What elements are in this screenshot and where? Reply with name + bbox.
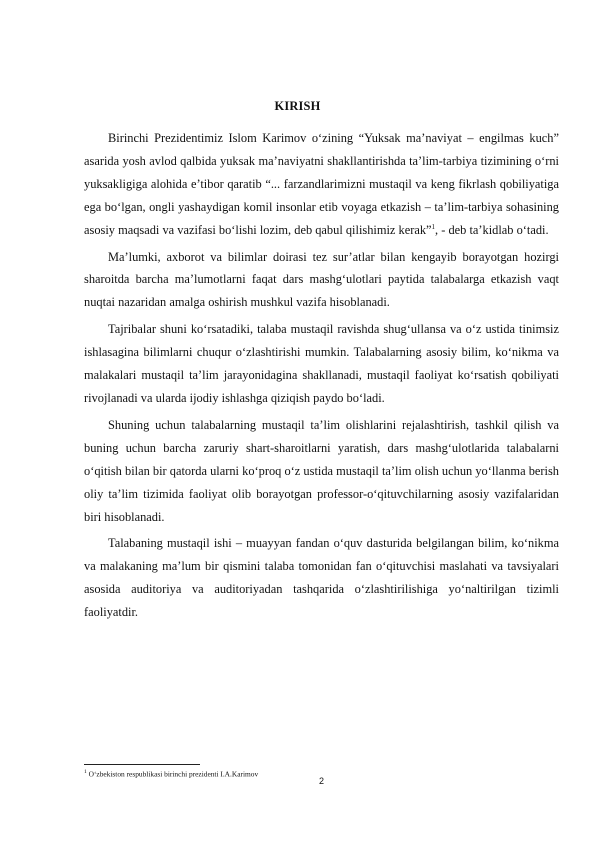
paragraph-5: Talabaning mustaqil ishi – muayyan fandan o‘quv dasturida belgilangan bilim, ko‘nikma va malakaning ma’lum bir qismini talaba tomonidan fan o‘qituvchisi maslahati va tavsiyalari asosida auditoriya va auditoriyadan tashqarida o‘zlashtirilishiga yo‘naltirilgan tizimli faoliyatdir.	[84, 536, 559, 620]
body-text	[84, 127, 559, 628]
footnote-text: O‘zbekiston respublikasi birinchi prezidenti I.A.Karimov	[88, 769, 259, 779]
paragraph-4: Shuning uchun talabalarning mustaqil ta’lim olishlarini rejalashtirish, tashkil qilish va buning uchun barcha zaruriy shart-sharoitlarni yaratish, dars mashg‘ulotlarida talabalarni o‘qitish bilan bir qatorda ularni ko‘proq o‘z ustida mustaqil ta’lim olish uchun yo‘llanma berish oliy ta’lim tizimida faoliyat olib borayotgan professor-o‘qituvchilarning asosiy vazifalaridan biri hisoblanadi.	[84, 417, 559, 524]
paragraph-3: Tajribalar shuni ko‘rsatadiki, talaba mustaqil ravishda shug‘ullansa va o‘z ustida tinimsiz ishlasagina bilimlarni chuqur o‘zlashtirishi mumkin. Talabalarning asosiy bilim, ko‘nikma va malakalari mustaqil ta’lim jarayonidagina shakllanadi, mustaqil faoliyat ko‘rsatish qobiliyati rivojlanadi va ularda ijodiy ishlashga qiziqish paydo bo‘ladi.	[84, 322, 559, 405]
footnote-number: 1	[84, 769, 87, 775]
footnote-reference[interactable]: 1	[431, 222, 436, 231]
page-title: KIRISH	[274, 99, 321, 113]
page-number: 2	[318, 776, 324, 786]
paragraph-1	[84, 127, 559, 242]
paragraph-1-tail: , - deb ta’kidlab o‘tadi.	[435, 222, 549, 237]
paragraph-1-text: Birinchi Prezidentimiz Islom Karimov o‘zining “Yuksak ma’naviyat – engilmas kuch” asarida yosh avlod qalbida yuksak ma’naviyatni shakllantirishda ta’lim-tarbiya tizimining o‘rni yuksakligiga alohida e’tibor qaratib “... farzandlarimizni mustaqil va keng fikrlash qobiliyatiga ega bo‘lgan, ongli yashaydigan komil insonlar etib voyaga etkazish – ta’lim-tarbiya sohasining asosiy maqsadi va vazifasi bo‘lishi lozim, deb qabul qilishimiz kerak”	[84, 131, 559, 237]
footnote-divider	[84, 764, 200, 765]
paragraph-2: Ma’lumki, axborot va bilimlar doirasi tez sur’atlar bilan kengayib borayotgan hozirgi sharoitda barcha ma’lumotlarni faqat dars mashg‘ulotlari paytida talabalarga etkazish vaqt nuqtai nazaridan amalga oshirish mushkul vazifa hisoblanadi.	[84, 249, 559, 310]
